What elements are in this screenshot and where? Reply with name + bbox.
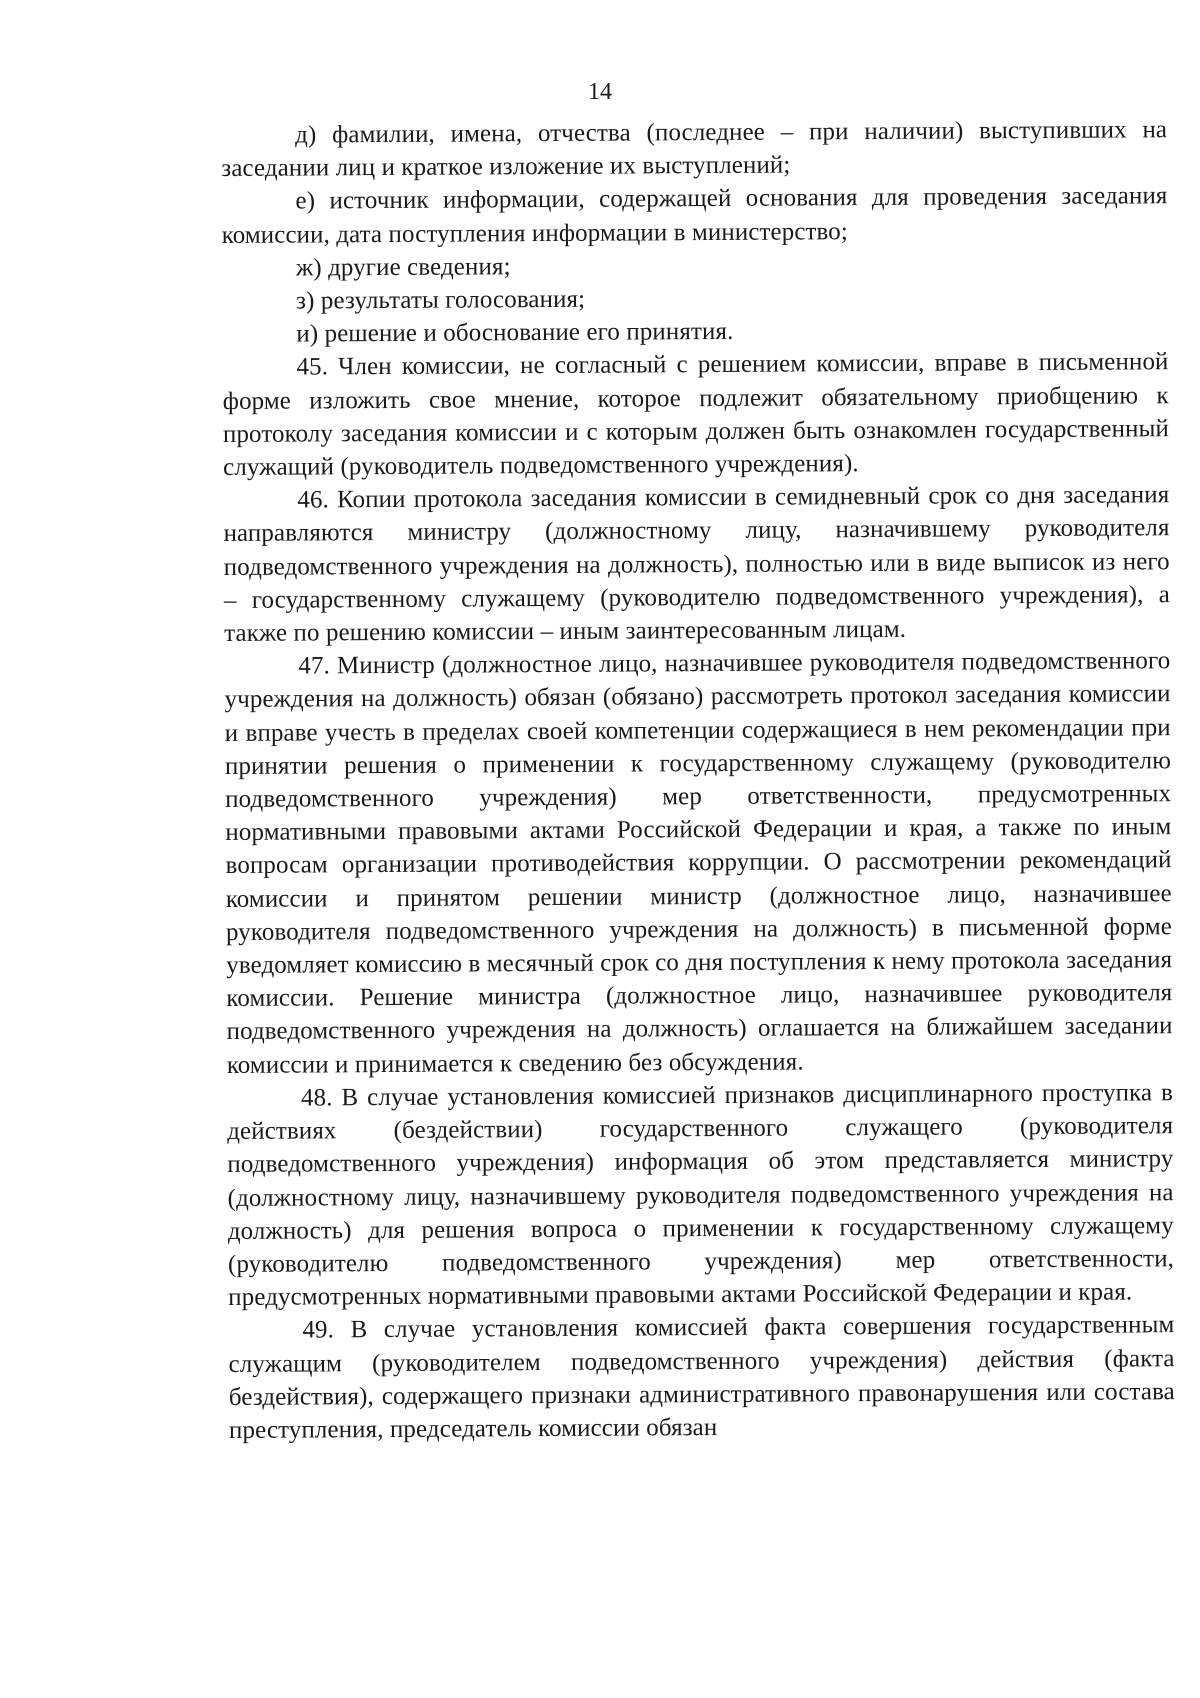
- paragraph-49: 49. В случае установления комиссией факта совершения государственным служащим (руководителем подведомственного учреждения) действия (факта бездействия), содержащего признаки административного правонарушения или состава преступления, председатель комиссии обязан: [228, 1311, 1175, 1444]
- paragraph-item-d: д) фамилии, имена, отчества (последнее – при наличии) выступивших на заседании лиц и краткое изложение их выступлений;: [221, 116, 1168, 183]
- paragraph-47: 47. Министр (должностное лицо, назначившее руководителя подведомственного учреждения на должность) обязан (обязано) рассмотреть протокол заседания комиссии и вправе учесть в пределах своей компетенции содержащиеся в нем рекомендации при принятии решения о применении к государственному служащему (руководителю подведомственного учреждения) мер ответственности, предусмотренных нормативными правовыми актами Российской Федерации и края, а также по иным вопросам организации противодействия коррупции. О рассмотрении рекомендаций комиссии и принятом решении министр (должностное лицо, назначившее руководителя подведомственного учреждения на должность) в письменной форме уведомляет комиссию в месячный срок со дня поступления к нему протокола заседания комиссии. Решение министра (должностное лицо, назначившее руководителя подведомственного учреждения на должность) оглашается на ближайшем заседании комиссии и принимается к сведению без обсуждения.: [224, 647, 1173, 1079]
- paragraph-46: 46. Копии протокола заседания комиссии в семидневный срок со дня заседания направляются министру (должностному лицу, назначившему руководителя подведомственного учреждения на должность), полностью или в виде выписок из него – государственному служащему (руководителю подведомственного учреждения), а также по решению комиссии – иным заинтересованным лицам.: [223, 481, 1171, 648]
- paragraph-item-i: и) решение и обоснование его принятия.: [296, 318, 734, 348]
- document-body: [221, 113, 1175, 1447]
- paragraph-item-zh: ж) другие сведения;: [295, 253, 511, 282]
- paragraph-item-e: е) источник информации, содержащей основания для проведения заседания комиссии, дата поступления информации в министерство;: [221, 182, 1168, 249]
- paragraph-45: 45. Член комиссии, не согласный с решением комиссии, вправе в письменной форме изложить свое мнение, которое подлежит обязательному приобщению к протоколу заседания комиссии и с которым должен быть ознакомлен государственный служащий (руководитель подведомственного учреждения).: [222, 348, 1169, 482]
- paragraph-item-z: з) результаты голосования;: [296, 285, 586, 315]
- page-number: 14: [588, 79, 612, 105]
- paragraph-48: 48. В случае установления комиссией признаков дисциплинарного проступка в действиях (бездействии) государственного служащего (руководителя подведомственного учреждения) информация об этом представляется министру (должностному лицу, назначившему руководителя подведомственного учреждения на должность) для решения вопроса о применении к государственному служащему (руководителю подведомственного учреждения) мер ответственности, предусмотренных нормативными правовыми актами Российской Федерации и края.: [227, 1079, 1175, 1312]
